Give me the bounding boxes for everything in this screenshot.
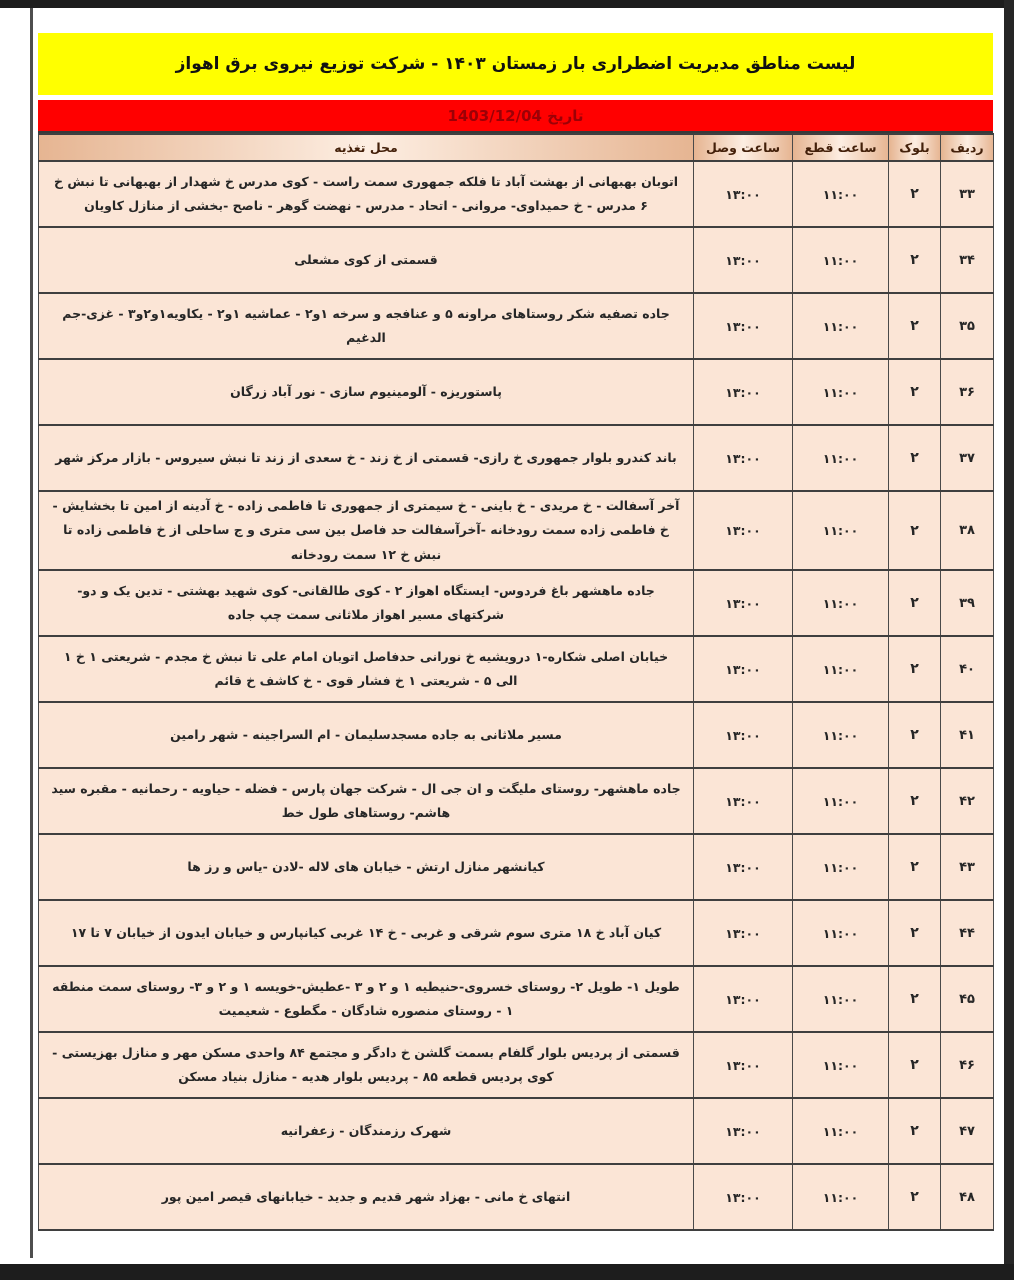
row-number-cell: ۳۷ — [941, 425, 994, 491]
row-number-cell: ۴۰ — [941, 636, 994, 702]
cut-time-cell: ۱۱:۰۰ — [793, 702, 889, 768]
table-body — [39, 161, 994, 1230]
table-row — [39, 1032, 994, 1098]
location-cell: اتوبان بهبهانی از بهشت آباد تا فلکه جمهوری سمت راست - کوی مدرس خ شهدار از بهبهانی تا نبش خ ۶ مدرس - خ حمیداوی- مروانی - اتحاد - مدرس - نهضت گوهر - ناصح -بخشی از منازل کاویان — [39, 161, 694, 227]
location-cell: جاده ماهشهر باغ فردوس- ایستگاه اهواز ۲ - کوی طالقانی- کوی شهید بهشتی - تدین یک و دو- شرکتهای مسیر اهواز ملاثانی سمت چپ جاده — [39, 570, 694, 636]
date-band — [38, 100, 993, 133]
table-row — [39, 702, 994, 768]
header-block: بلوک — [889, 134, 941, 161]
cut-time-cell: ۱۱:۰۰ — [793, 1164, 889, 1230]
page-edge-line — [30, 8, 33, 1258]
reconnect-time-cell: ۱۳:۰۰ — [694, 1164, 793, 1230]
reconnect-time-cell: ۱۳:۰۰ — [694, 966, 793, 1032]
page-title: لیست مناطق مدیریت اضطراری بار زمستان ۱۴۰۳ - شرکت توزیع نیروی برق اهواز — [175, 54, 856, 74]
row-number-cell: ۳۴ — [941, 227, 994, 293]
table-row — [39, 425, 994, 491]
location-cell: جاده تصفیه شکر روستاهای مراونه ۵ و عنافجه و سرخه ۱و۲ - عماشیه ۱و۲ - یکاویه۱و۲و۳ - غزی-جم الدغیم — [39, 293, 694, 359]
cut-time-cell: ۱۱:۰۰ — [793, 293, 889, 359]
scan-frame-right — [1004, 0, 1014, 1280]
location-cell: جاده ماهشهر- روستای ملیگت و ان جی ال - شرکت جهان پارس - فضله - حیاویه - رحمانیه - مقبره سید هاشم- روستاهای طول خط — [39, 768, 694, 834]
row-number-cell: ۳۸ — [941, 491, 994, 570]
reconnect-time-cell: ۱۳:۰۰ — [694, 161, 793, 227]
block-cell: ۲ — [889, 570, 941, 636]
reconnect-time-cell: ۱۳:۰۰ — [694, 491, 793, 570]
location-cell: باند کندرو بلوار جمهوری خ رازی- قسمتی از خ زند - خ سعدی از زند تا نبش سیروس - بازار مرکز شهر — [39, 425, 694, 491]
location-cell: پاستوریزه - آلومینیوم سازی - نور آباد زرگان — [39, 359, 694, 425]
cut-time-cell: ۱۱:۰۰ — [793, 834, 889, 900]
cut-time-cell: ۱۱:۰۰ — [793, 570, 889, 636]
row-number-cell: ۴۷ — [941, 1098, 994, 1164]
location-cell: قسمتی از کوی مشعلی — [39, 227, 694, 293]
row-number-cell: ۳۶ — [941, 359, 994, 425]
row-number-cell: ۴۳ — [941, 834, 994, 900]
title-band — [38, 33, 993, 95]
row-number-cell: ۳۵ — [941, 293, 994, 359]
cut-time-cell: ۱۱:۰۰ — [793, 966, 889, 1032]
reconnect-time-cell: ۱۳:۰۰ — [694, 768, 793, 834]
location-cell: آخر آسفالت - خ مریدی - خ باینی - خ سیمتری از جمهوری تا فاطمی زاده - خ آدینه از امین تا بخشایش - خ فاطمی زاده سمت رودخانه -آخرآسفالت حد فاصل بین سی متری و ج ساحلی از خ فاطمی زاده تا نبش خ ۱۲ سمت رودخانه — [39, 491, 694, 570]
location-cell: خیابان اصلی شکاره-۱ درویشیه خ نورانی حدفاصل اتوبان امام علی تا نبش خ مجدم - شریعتی ۱ خ ۱ الی ۵ - شریعتی ۱ خ فشار قوی - خ کاشف خ قائم — [39, 636, 694, 702]
block-cell: ۲ — [889, 636, 941, 702]
reconnect-time-cell: ۱۳:۰۰ — [694, 425, 793, 491]
cut-time-cell: ۱۱:۰۰ — [793, 1032, 889, 1098]
cut-time-cell: ۱۱:۰۰ — [793, 491, 889, 570]
block-cell: ۲ — [889, 359, 941, 425]
header-cut-time: ساعت قطع — [793, 134, 889, 161]
reconnect-time-cell: ۱۳:۰۰ — [694, 293, 793, 359]
reconnect-time-cell: ۱۳:۰۰ — [694, 227, 793, 293]
outage-schedule-table — [38, 133, 994, 1231]
table-header — [39, 134, 994, 161]
table-row — [39, 161, 994, 227]
location-cell: شهرک رزمندگان - زعفرانیه — [39, 1098, 694, 1164]
table-row — [39, 636, 994, 702]
row-number-cell: ۴۴ — [941, 900, 994, 966]
row-number-cell: ۴۱ — [941, 702, 994, 768]
reconnect-time-cell: ۱۳:۰۰ — [694, 636, 793, 702]
reconnect-time-cell: ۱۳:۰۰ — [694, 702, 793, 768]
reconnect-time-cell: ۱۳:۰۰ — [694, 1032, 793, 1098]
block-cell: ۲ — [889, 1032, 941, 1098]
reconnect-time-cell: ۱۳:۰۰ — [694, 359, 793, 425]
row-number-cell: ۴۵ — [941, 966, 994, 1032]
location-cell: کیانشهر منازل ارتش - خیابان های لاله -لادن -یاس و رز ها — [39, 834, 694, 900]
block-cell: ۲ — [889, 293, 941, 359]
reconnect-time-cell: ۱۳:۰۰ — [694, 900, 793, 966]
table-row — [39, 359, 994, 425]
scan-frame-bottom — [0, 1264, 1014, 1280]
table-row — [39, 227, 994, 293]
table-row — [39, 570, 994, 636]
block-cell: ۲ — [889, 227, 941, 293]
cut-time-cell: ۱۱:۰۰ — [793, 359, 889, 425]
row-number-cell: ۴۶ — [941, 1032, 994, 1098]
document-sheet — [38, 33, 993, 1231]
row-number-cell: ۳۳ — [941, 161, 994, 227]
scan-frame-top — [0, 0, 1014, 8]
table-row — [39, 834, 994, 900]
table-row — [39, 1164, 994, 1230]
block-cell: ۲ — [889, 1098, 941, 1164]
block-cell: ۲ — [889, 491, 941, 570]
block-cell: ۲ — [889, 702, 941, 768]
cut-time-cell: ۱۱:۰۰ — [793, 900, 889, 966]
block-cell: ۲ — [889, 425, 941, 491]
table-row — [39, 768, 994, 834]
block-cell: ۲ — [889, 900, 941, 966]
cut-time-cell: ۱۱:۰۰ — [793, 636, 889, 702]
reconnect-time-cell: ۱۳:۰۰ — [694, 834, 793, 900]
header-row — [39, 134, 994, 161]
cut-time-cell: ۱۱:۰۰ — [793, 425, 889, 491]
block-cell: ۲ — [889, 834, 941, 900]
cut-time-cell: ۱۱:۰۰ — [793, 1098, 889, 1164]
location-cell: کیان آباد خ ۱۸ متری سوم شرقی و غربی - خ ۱۴ غربی کیانپارس و خیابان ایدون از خیابان ۷ تا ۱۷ — [39, 900, 694, 966]
table-row — [39, 293, 994, 359]
cut-time-cell: ۱۱:۰۰ — [793, 768, 889, 834]
row-number-cell: ۴۲ — [941, 768, 994, 834]
cut-time-cell: ۱۱:۰۰ — [793, 227, 889, 293]
table-row — [39, 966, 994, 1032]
cut-time-cell: ۱۱:۰۰ — [793, 161, 889, 227]
location-cell: قسمتی از پردیس بلوار گلفام بسمت گلشن خ دادگر و مجتمع ۸۴ واحدی مسکن مهر و منازل بهزیستی - کوی پردیس قطعه ۸۵ - پردیس بلوار هدیه - منازل بنیاد مسکن — [39, 1032, 694, 1098]
date-label: تاریخ 1403/12/04 — [447, 106, 584, 125]
table-row — [39, 491, 994, 570]
table-row — [39, 1098, 994, 1164]
location-cell: مسیر ملاثانی به جاده مسجدسلیمان - ام السراجینه - شهر رامین — [39, 702, 694, 768]
table-row — [39, 900, 994, 966]
reconnect-time-cell: ۱۳:۰۰ — [694, 570, 793, 636]
block-cell: ۲ — [889, 1164, 941, 1230]
location-cell: انتهای خ مانی - بهزاد شهر قدیم و جدید - خیابانهای قیصر امین پور — [39, 1164, 694, 1230]
block-cell: ۲ — [889, 768, 941, 834]
header-row-number: ردیف — [941, 134, 994, 161]
reconnect-time-cell: ۱۳:۰۰ — [694, 1098, 793, 1164]
header-reconnect-time: ساعت وصل — [694, 134, 793, 161]
block-cell: ۲ — [889, 966, 941, 1032]
location-cell: طویل ۱- طویل ۲- روستای خسروی-حنیطیه ۱ و ۲ و ۳ -عطیش-خویسه ۱ و ۲ و ۳- روستای سمت منطقه ۱ - روستای منصوره شادگان - مگطوع - شعیمیت — [39, 966, 694, 1032]
row-number-cell: ۴۸ — [941, 1164, 994, 1230]
block-cell: ۲ — [889, 161, 941, 227]
header-location: محل تغذیه — [39, 134, 694, 161]
row-number-cell: ۳۹ — [941, 570, 994, 636]
